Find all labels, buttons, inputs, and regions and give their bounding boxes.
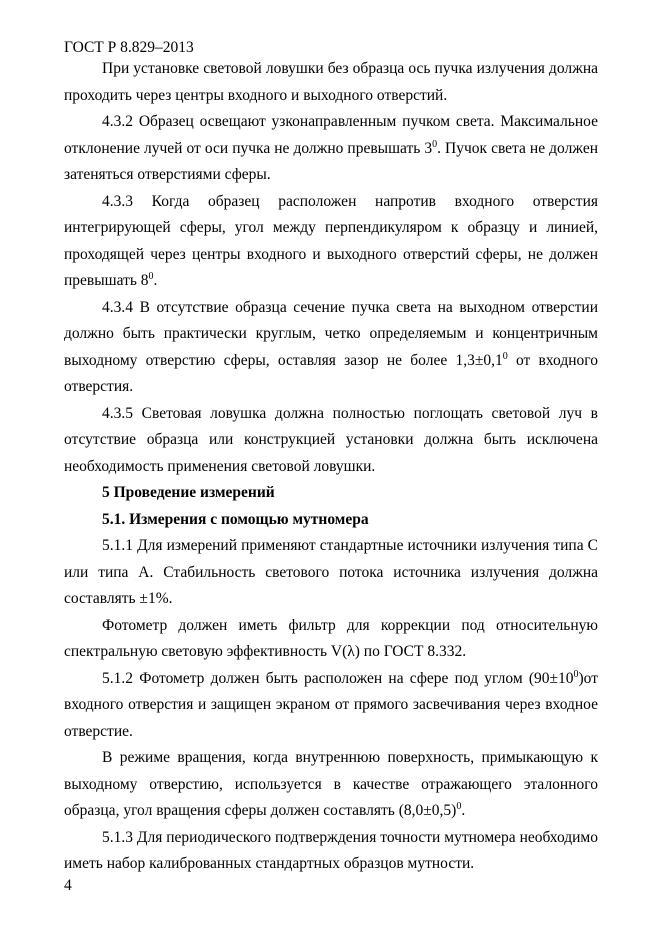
paragraph-photometer-filter: Фотометр должен иметь фильтр для коррекции под относительную спектральную световую эффективность V(λ) по ГОСТ 8.332. (64, 616, 598, 660)
paragraph-5-1-1: 5.1.1 Для измерений применяют стандартные источники излучения типа С или типа А. Стабильность светового потока источника излучения должна составлять ±1%. (64, 537, 598, 607)
degree-superscript: 0 (573, 668, 579, 680)
paragraph-4-3-2-part-a: 4.3.2 Образец освещают узконаправленным пучком света. Максимальное отклонение лучей от оси пучка не должно превышать 3 (64, 113, 598, 157)
paragraph-4-3-4-part-b: от входного отверстия. (64, 351, 598, 395)
paragraph-4-3-2-part-b: . Пучок света не должен затеняться отверстиями сферы. (64, 139, 598, 183)
standard-header: ГОСТ Р 8.829–2013 (64, 39, 194, 56)
paragraph-5-1-2-part-b: )от входного отверстия и защищен экраном от прямого засвечивания через входное отверстие. (64, 669, 598, 740)
subsection-5-1-heading: 5.1. Измерения с помощью мутномера (102, 510, 369, 528)
paragraph-4-3-2 (64, 109, 598, 189)
paragraph-4-3-4 (64, 295, 598, 401)
paragraph-4-3-3-part-b: . (153, 272, 158, 289)
paragraph-5-1-2-part-a: 5.1.2 Фотометр должен быть расположен на сфере под углом (90±10 (102, 669, 574, 687)
degree-superscript: 0 (502, 350, 508, 362)
paragraph-rotation-part-a: В режиме вращения, когда внутреннюю поверхность, примыкающую к выходному отверстию, используется в качестве отражающего эталонного образца, угол вращения сферы должен составлять (8,0±0,5) (64, 749, 598, 819)
paragraph-4-3-4-part-a: 4.3.4 В отсутствие образца сечение пучка света на выходном отверстии должно быть практически круглым, четко определяемым и концентричным выходному отверстию сферы, оставляя зазор не более 1,3±0,1 (64, 298, 598, 369)
paragraph-5-1-2 (64, 666, 598, 746)
paragraph-4-3-3 (64, 189, 598, 295)
degree-superscript: 0 (148, 270, 154, 282)
paragraph-rotation-part-b: . (461, 802, 466, 819)
degree-superscript: 0 (456, 800, 462, 812)
page-number: 4 (64, 877, 72, 894)
paragraph-intro: При установке световой ловушки без образца ось пучка излучения должна проходить через центры входного и выходного отверстий. (64, 60, 598, 104)
section-5-heading: 5 Проведение измерений (102, 484, 275, 501)
paragraph-5-1-3: 5.1.3 Для периодического подтверждения точности мутномера необходимо иметь набор калиброванных стандартных образцов мутности. (64, 828, 598, 872)
paragraph-4-3-3-part-a: 4.3.3 Когда образец расположен напротив входного отверстия интегрирующей сферы, угол между перпендикуляром к образцу и линией, проходящей через центры входного и выходного отверстий сферы, не должен превышать 8 (64, 192, 598, 289)
document-body (64, 56, 598, 878)
paragraph-rotation-mode (64, 745, 598, 825)
paragraph-4-3-5: 4.3.5 Световая ловушка должна полностью поглощать световой луч в отсутствие образца или конструкцией установки должна быть исключена необходимость применения световой ловушки. (64, 404, 598, 475)
degree-superscript: 0 (432, 138, 438, 150)
